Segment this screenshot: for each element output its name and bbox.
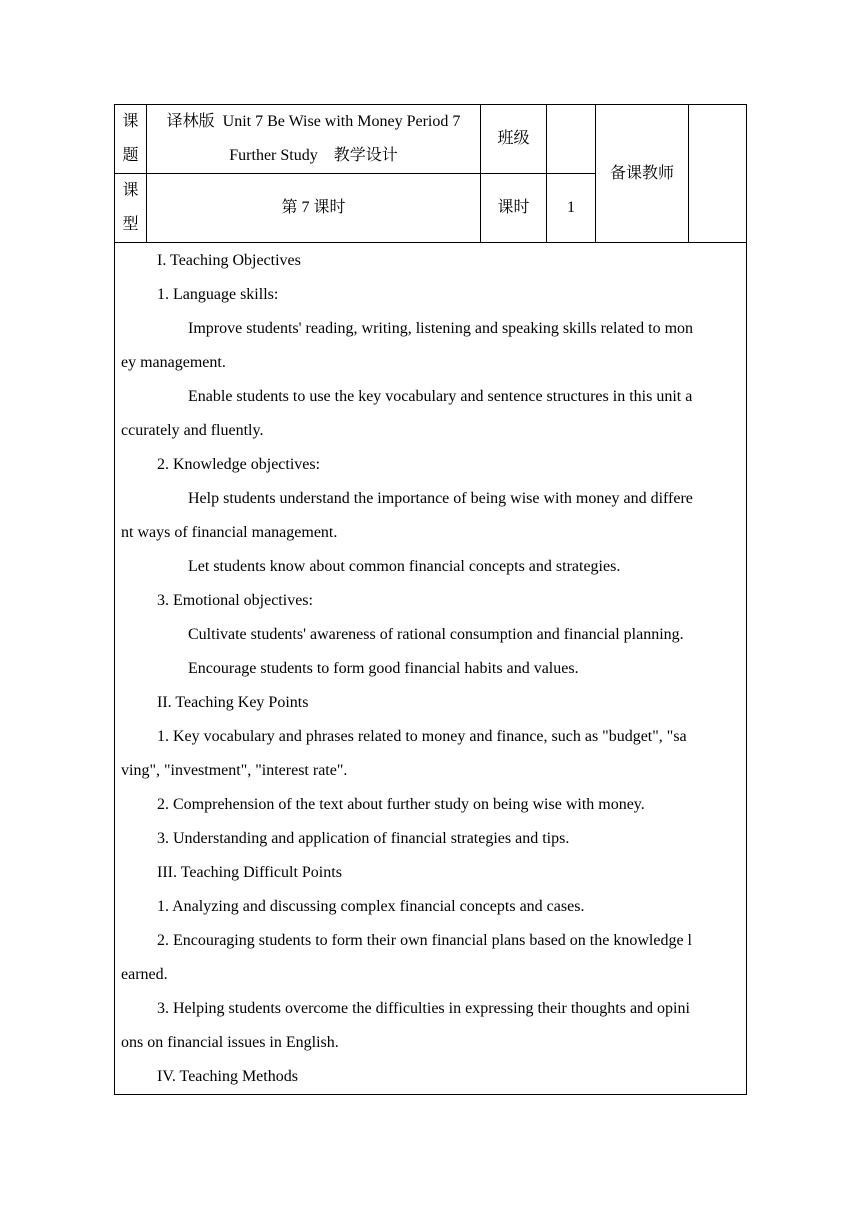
content-line: ons on financial issues in English. <box>121 1034 339 1051</box>
content-line: 3. Helping students overcome the difficulties in expressing their thoughts and opini <box>157 1000 690 1017</box>
teacher-value-cell <box>689 105 747 243</box>
content-line: ccurately and fluently. <box>121 422 264 439</box>
content-line: ey management. <box>121 354 226 371</box>
lesson-type-value: 第 7 课时 <box>147 174 481 243</box>
hours-label-cell: 课时 <box>481 174 547 243</box>
content-line: I. Teaching Objectives <box>157 252 301 269</box>
content-cell <box>115 243 747 1095</box>
content-line: II. Teaching Key Points <box>157 694 309 711</box>
content-line: 1. Analyzing and discussing complex financial concepts and cases. <box>157 898 585 915</box>
content-line: Let students know about common financial concepts and strategies. <box>188 558 621 575</box>
content-line: ving", "investment", "interest rate". <box>121 762 348 779</box>
content-lines <box>121 244 740 1094</box>
content-line: Help students understand the importance of being wise with money and differe <box>188 490 693 507</box>
content-line: Enable students to use the key vocabulary and sentence structures in this unit a <box>188 388 693 405</box>
content-line: Cultivate students' awareness of rational consumption and financial planning. <box>188 626 684 643</box>
content-line: 2. Encouraging students to form their own financial plans based on the knowledge l <box>157 932 692 949</box>
teacher-label-cell: 备课教师 <box>596 105 689 243</box>
content-line: earned. <box>121 966 168 983</box>
content-line: 1. Key vocabulary and phrases related to money and finance, such as "budget", "sa <box>157 728 687 745</box>
content-line: IV. Teaching Methods <box>157 1068 298 1085</box>
class-value-cell <box>547 105 596 174</box>
lesson-plan-table <box>114 104 747 1095</box>
content-line: Encourage students to form good financial habits and values. <box>188 660 579 677</box>
type-label-char-2: 型 <box>122 216 139 233</box>
topic-title-cell <box>147 105 481 174</box>
content-line: nt ways of financial management. <box>121 524 338 541</box>
topic-title-line-1: 译林版 Unit 7 Be Wise with Money Period 7 <box>166 113 461 130</box>
content-line: 3. Understanding and application of financial strategies and tips. <box>157 830 570 847</box>
topic-title-line-2: Further Study 教学设计 <box>229 147 398 164</box>
header-row-topic <box>115 105 747 174</box>
topic-label-char-1: 课 <box>122 113 139 130</box>
content-line: 2. Knowledge objectives: <box>157 456 321 473</box>
content-line: 3. Emotional objectives: <box>157 592 313 609</box>
content-row <box>115 243 747 1095</box>
topic-label-char-2: 题 <box>122 147 139 164</box>
content-line: III. Teaching Difficult Points <box>157 864 342 881</box>
topic-label-cell <box>115 105 147 174</box>
content-line: 1. Language skills: <box>157 286 279 303</box>
hours-value-cell: 1 <box>547 174 596 243</box>
type-label-char-1: 课 <box>122 182 139 199</box>
class-label-cell: 班级 <box>481 105 547 174</box>
content-line: 2. Comprehension of the text about further study on being wise with money. <box>157 796 645 813</box>
content-line: Improve students' reading, writing, listening and speaking skills related to mon <box>188 320 694 337</box>
type-label-cell <box>115 174 147 243</box>
